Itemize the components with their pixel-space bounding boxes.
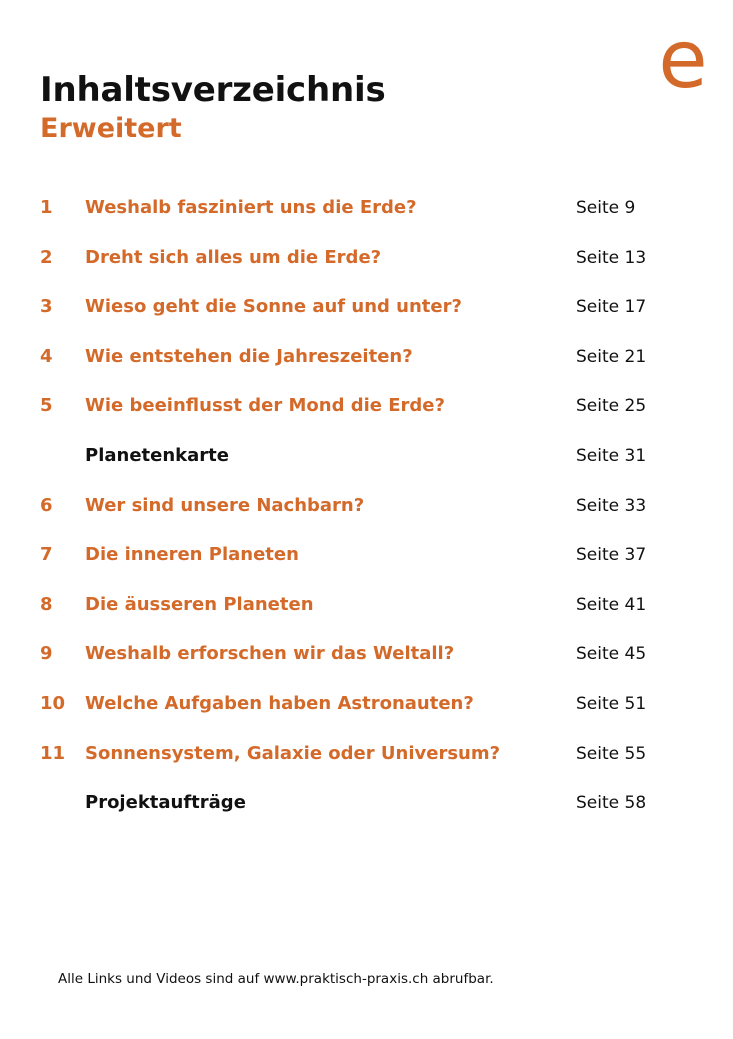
toc-entry[interactable] (40, 193, 680, 243)
toc-page-ref: Seite 45 (576, 644, 647, 665)
toc-page-ref: Seite 51 (576, 693, 647, 714)
toc-chapter-number: 8 (40, 593, 53, 615)
toc-entry[interactable] (40, 788, 680, 838)
footer-note: Alle Links und Videos sind auf www.praktisch-praxis.ch abrufbar. (58, 971, 494, 987)
toc-chapter-number: 7 (40, 544, 53, 566)
toc-page-ref: Seite 37 (576, 545, 647, 566)
toc-chapter-title[interactable]: Welche Aufgaben haben Astronauten? (85, 692, 474, 714)
page-subtitle: Erweitert (40, 113, 182, 144)
toc-page-ref: Seite 31 (576, 445, 647, 466)
toc-page-ref: Seite 13 (576, 247, 647, 268)
toc-chapter-number: 3 (40, 296, 53, 318)
toc-chapter-title[interactable]: Wieso geht die Sonne auf und unter? (85, 296, 462, 318)
toc-section-title[interactable]: Projektaufträge (85, 792, 246, 814)
page-title: Inhaltsverzeichnis (40, 70, 386, 110)
toc-page-ref: Seite 55 (576, 743, 647, 764)
toc-chapter-title[interactable]: Die äusseren Planeten (85, 593, 314, 615)
toc-section-title[interactable]: Planetenkarte (85, 444, 229, 466)
toc-entry[interactable] (40, 243, 680, 293)
toc-page-ref: Seite 58 (576, 793, 647, 814)
toc-chapter-number: 10 (40, 692, 66, 714)
toc-entry[interactable] (40, 540, 680, 590)
toc-chapter-number: 6 (40, 494, 53, 516)
toc-entry[interactable] (40, 739, 680, 789)
table-of-contents (40, 193, 680, 838)
toc-page-ref: Seite 41 (576, 594, 647, 615)
toc-page-ref: Seite 25 (576, 396, 647, 417)
toc-chapter-title[interactable]: Weshalb fasziniert uns die Erde? (85, 197, 417, 218)
toc-entry[interactable] (40, 689, 680, 739)
toc-page-ref: Seite 21 (576, 346, 647, 367)
toc-page-ref: Seite 17 (576, 297, 647, 318)
toc-chapter-title[interactable]: Die inneren Planeten (85, 544, 299, 566)
toc-page-ref: Seite 33 (576, 495, 647, 516)
toc-chapter-number: 11 (40, 742, 66, 764)
toc-chapter-number: 4 (40, 345, 53, 367)
toc-entry[interactable] (40, 491, 680, 541)
toc-page-ref: Seite 9 (576, 198, 636, 218)
toc-chapter-number: 1 (40, 197, 53, 218)
toc-chapter-title[interactable]: Dreht sich alles um die Erde? (85, 246, 382, 268)
toc-chapter-title[interactable]: Wie beeinflusst der Mond die Erde? (85, 395, 445, 417)
toc-entry[interactable] (40, 590, 680, 640)
toc-chapter-title[interactable]: Sonnensystem, Galaxie oder Universum? (85, 742, 501, 764)
toc-chapter-number: 9 (40, 643, 53, 665)
toc-entry[interactable] (40, 292, 680, 342)
toc-chapter-number: 2 (40, 246, 53, 268)
toc-entry[interactable] (40, 342, 680, 392)
toc-chapter-title[interactable]: Weshalb erforschen wir das Weltall? (85, 643, 455, 665)
brand-logo-e: e (658, 13, 708, 106)
toc-entry[interactable] (40, 639, 680, 689)
toc-entry[interactable] (40, 391, 680, 441)
toc-chapter-title[interactable]: Wer sind unsere Nachbarn? (85, 494, 365, 516)
toc-chapter-number: 5 (40, 395, 53, 417)
toc-entry[interactable] (40, 441, 680, 491)
toc-chapter-title[interactable]: Wie entstehen die Jahreszeiten? (85, 345, 413, 367)
